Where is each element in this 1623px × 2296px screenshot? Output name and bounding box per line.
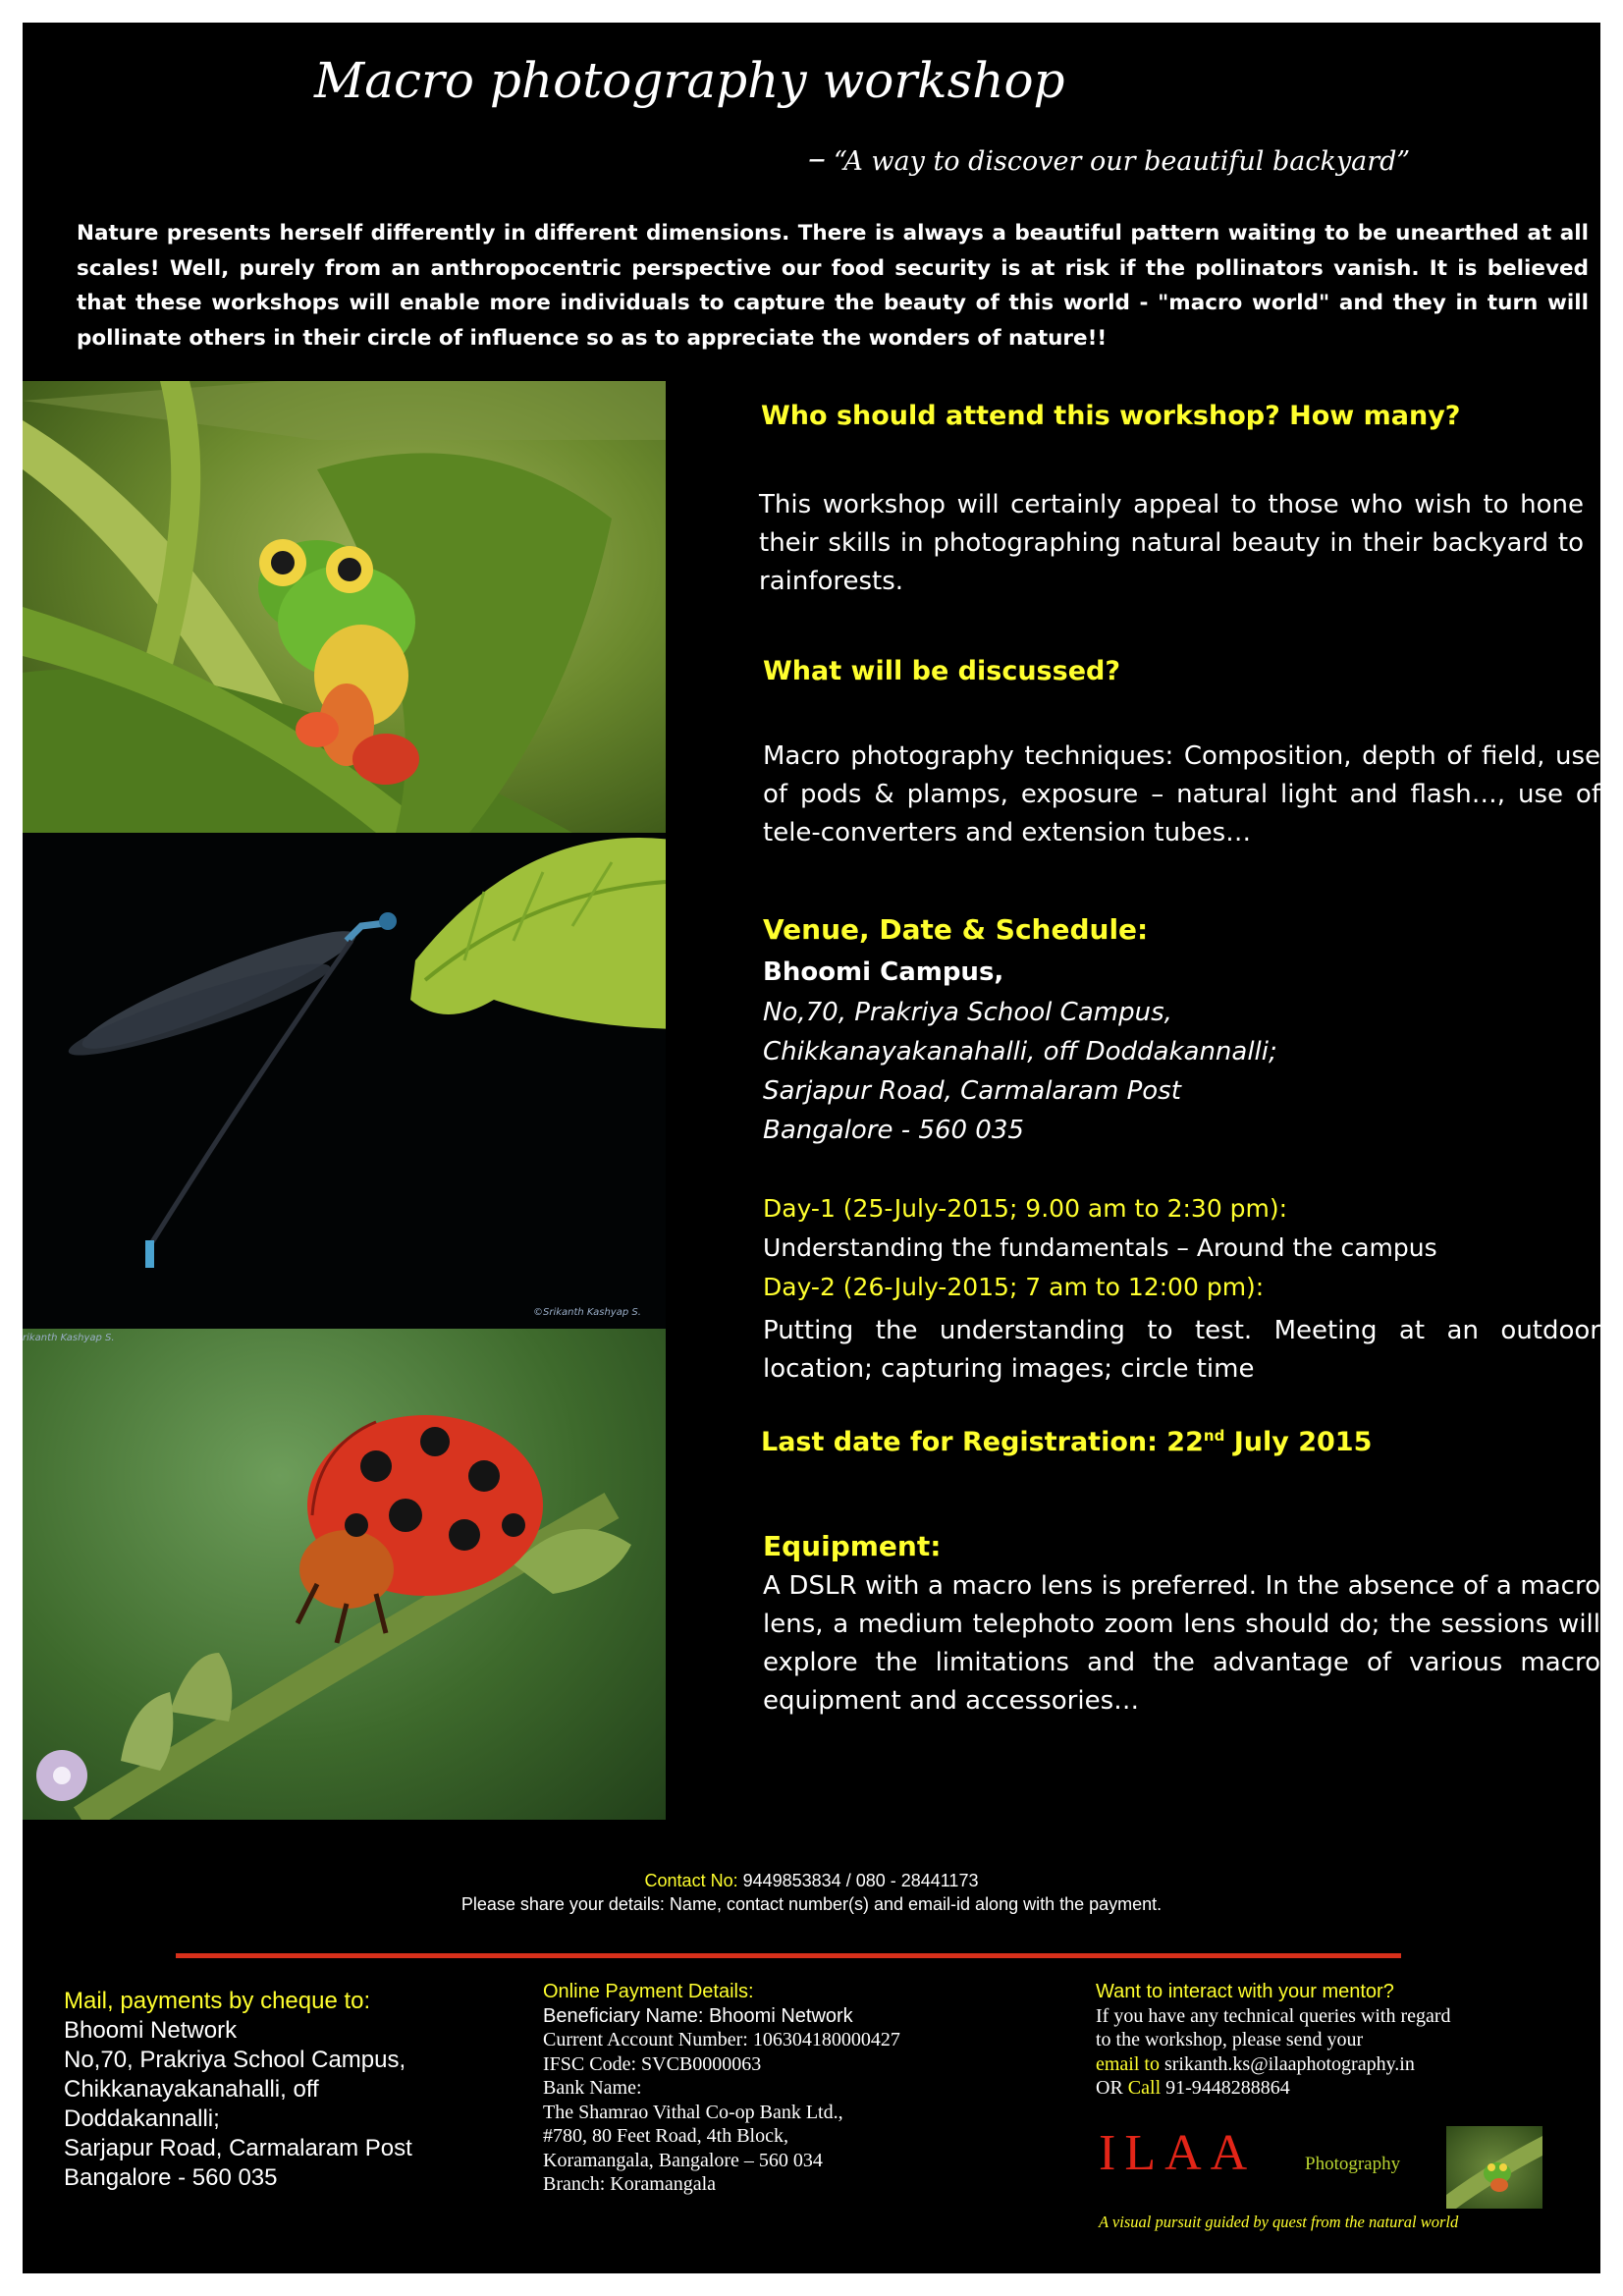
venue-heading: Venue, Date & Schedule:: [763, 913, 1149, 946]
payment-line: Bank Name:: [543, 2077, 642, 2099]
call-label: Call: [1127, 2077, 1162, 2099]
logo-frog-thumbnail: [1446, 2126, 1542, 2209]
payment-line: #780, 80 Feet Road, 4th Block,: [543, 2125, 788, 2147]
online-payment-column: [543, 1980, 900, 2197]
tagline-text: “A way to discover our beautiful backyard”: [834, 146, 1411, 177]
ladybug-illustration: [23, 1329, 666, 1820]
day1-label: Day-1 (25-July-2015; 9.00 am to 2:30 pm):: [763, 1194, 1288, 1223]
ilaa-logo: [1096, 2124, 1542, 2262]
discussed-text: Macro photography techniques: Composition, depth of field, use of pods & plamps, exposure – natural light and flash…, use of tele-converters and extension tubes…: [763, 741, 1600, 847]
who-heading: Who should attend this workshop? How many?: [761, 401, 1461, 431]
mentor-call-row: [1096, 2076, 1451, 2101]
tagline-dash: –: [808, 138, 826, 179]
contact-number: [23, 1871, 1600, 1891]
photo-credit-partial: rikanth Kashyap S.: [23, 1333, 115, 1343]
flyer-title: Macro photography workshop: [314, 52, 1065, 109]
discussed-heading: What will be discussed?: [763, 656, 1120, 686]
mentor-line: If you have any technical queries with regard: [1096, 2004, 1451, 2027]
day1-text: Understanding the fundamentals – Around the campus: [763, 1233, 1437, 1262]
payment-beneficiary: Beneficiary Name: Bhoomi Network: [543, 2004, 853, 2027]
contact-numbers: 9449853834 / 080 - 28441173: [737, 1871, 979, 1890]
day2-text: Putting the understanding to test. Meeting at an outdoor location; capturing images; circle time: [763, 1316, 1600, 1384]
registration-sup: nd: [1203, 1427, 1225, 1445]
mentor-email-row: [1096, 2052, 1451, 2077]
mentor-email-link[interactable]: srikanth.ks@ilaaphotography.in: [1159, 2052, 1415, 2075]
logo-frog-icon: [1446, 2126, 1542, 2209]
registration-deadline: [761, 1427, 1372, 1457]
frog-illustration: [23, 381, 666, 833]
venue-name: Bhoomi Campus,: [763, 957, 1004, 987]
payment-line: The Shamrao Vithal Co-op Bank Ltd.,: [543, 2101, 843, 2123]
mail-heading: Mail, payments by cheque to:: [64, 1988, 371, 2014]
flyer-tagline: [808, 138, 1410, 179]
payment-heading: Online Payment Details:: [543, 1981, 754, 2002]
ladybug-photo: [23, 1329, 666, 1820]
equipment-text: A DSLR with a macro lens is preferred. In the absence of a macro lens, a medium telephoto zoom lens should do; the sessions will explore the limitations and the advantage of various macro equipment and accessories…: [763, 1571, 1600, 1716]
mail-payment-column: [64, 1987, 412, 2193]
logo-tagline: A visual pursuit guided by quest from the natural world: [1099, 2213, 1459, 2231]
who-text: This workshop will certainly appeal to those who wish to hone their skills in photographing natural beauty in their backyard to rainforests.: [759, 490, 1584, 596]
section-divider: [176, 1953, 1401, 1958]
venue-line: Chikkanayakanahalli, off Doddakannalli;: [763, 1037, 1277, 1066]
damselfly-photo: [23, 833, 666, 1329]
mail-line: Bhoomi Network: [64, 2017, 238, 2044]
payment-line: Branch: Koramangala: [543, 2173, 717, 2195]
mail-line: Doddakannalli;: [64, 2105, 220, 2132]
day2-label: Day-2 (26-July-2015; 7 am to 12:00 pm):: [763, 1273, 1265, 1301]
mentor-column: [1096, 1980, 1451, 2101]
mentor-line: to the workshop, please send your: [1096, 2029, 1364, 2050]
venue-line: Sarjapur Road, Carmalaram Post: [763, 1076, 1181, 1106]
payment-line: Current Account Number: 106304180000427: [543, 2029, 900, 2050]
intro-paragraph: Nature presents herself differently in different dimensions. There is always a beautiful pattern waiting to be unearthed at all scales! Well, purely from an anthropocentric perspective our food security is at risk if the pollinators vanish. It is believed that these workshops will enable more individuals to capture the beauty of this world - "macro world" and they in turn will pollinate others in their circle of influence so as to appreciate the wonders of nature!!: [77, 221, 1589, 351]
photo-credit: ©Srikanth Kashyap S.: [533, 1307, 641, 1318]
logo-name: ILAA: [1099, 2125, 1257, 2181]
logo-subtitle: Photography: [1305, 2154, 1401, 2174]
mail-line: No,70, Prakriya School Campus,: [64, 2047, 406, 2073]
workshop-flyer: [23, 23, 1600, 2273]
mail-line: Bangalore - 560 035: [64, 2164, 278, 2191]
frog-photo: [23, 381, 666, 833]
venue-line: Bangalore - 560 035: [763, 1116, 1024, 1145]
equipment-heading: Equipment:: [763, 1530, 942, 1562]
registration-suffix: July 2015: [1224, 1427, 1373, 1457]
payment-line: IFSC Code: SVCB0000063: [543, 2052, 762, 2075]
mail-line: Chikkanayakanahalli, off: [64, 2076, 319, 2103]
call-prefix: OR: [1096, 2077, 1128, 2099]
damselfly-illustration: [23, 833, 666, 1329]
share-details-note: Please share your details: Name, contact number(s) and email-id along with the payment.: [460, 1894, 1163, 1914]
email-label: email to: [1096, 2052, 1160, 2075]
mentor-phone[interactable]: 91-9448288864: [1161, 2077, 1290, 2099]
registration-prefix: Last date for Registration: 22: [761, 1427, 1204, 1457]
contact-label: Contact No:: [644, 1871, 738, 1890]
mentor-heading: Want to interact with your mentor?: [1096, 1981, 1394, 2002]
venue-line: No,70, Prakriya School Campus,: [763, 998, 1172, 1027]
payment-line: Koramangala, Bangalore – 560 034: [543, 2149, 823, 2171]
mail-line: Sarjapur Road, Carmalaram Post: [64, 2135, 412, 2161]
